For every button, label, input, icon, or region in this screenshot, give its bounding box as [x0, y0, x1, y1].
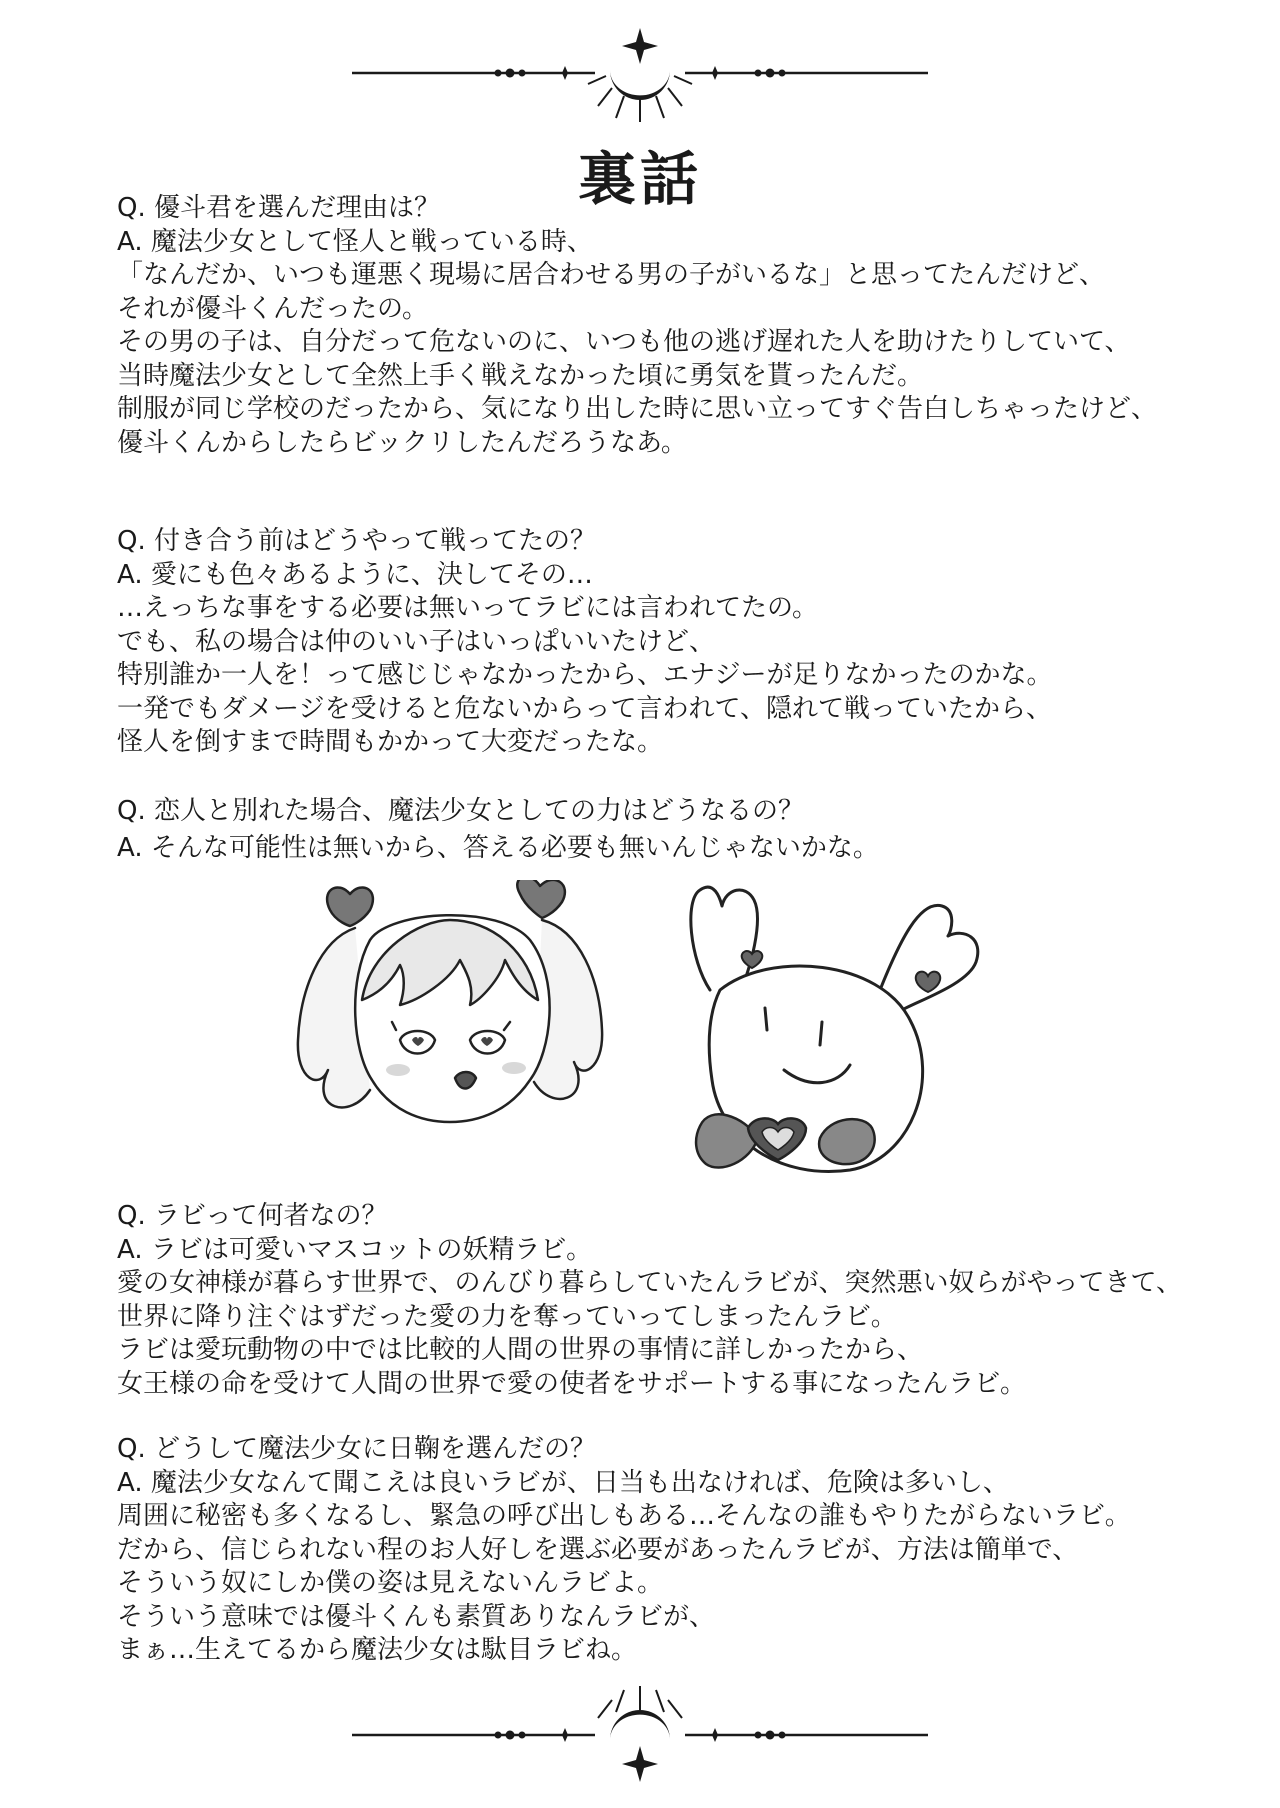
answer: [117, 226, 1197, 461]
answer-line: でも、私の場合は仲のいい子はいっぱいいたけど、: [117, 626, 716, 657]
answer-line: 世界に降り注ぐはずだった愛の力を奪っていってしまったんラビ。: [117, 1301, 897, 1332]
answer-line: 特別誰か一人を！って感じじゃなかったから、エナジーが足りなかったのかな。: [117, 660, 1053, 690]
answer-line: 一発でもダメージを受けると危ないからって言われて、隠れて戦っていたから、: [117, 693, 1052, 724]
qa-block: [117, 795, 1197, 865]
qa-block: [117, 192, 1197, 460]
answer-line: まぁ…生えてるから魔法少女は駄目ラビね。: [117, 1635, 638, 1665]
answer: [117, 1467, 1197, 1668]
answer-line: その男の子は、自分だって危ないのに、いつも他の逃げ遅れた人を助けたりしていて、: [117, 327, 1131, 357]
answer-line: A. そんな可能性は無いから、答える必要も無いんじゃないかな。: [117, 832, 879, 863]
answer-line: 「なんだか、いつも運悪く現場に居合わせる男の子がいるな」と思ってたんだけど、: [117, 260, 1106, 290]
qa-block: [117, 1433, 1197, 1668]
question: Q. 恋人と別れた場合、魔法少女としての力はどうなるの？: [117, 796, 804, 826]
answer-line: A. 愛にも色々あるように、決してその…: [117, 559, 593, 590]
answer-line: A. ラビは可愛いマスコットの妖精ラビ。: [117, 1234, 593, 1265]
answer-line: ラビは愛玩動物の中では比較的人間の世界の事情に詳しかったから、: [117, 1335, 924, 1365]
answer-line: 女王様の命を受けて人間の世界で愛の使者をサポートする事になったんラビ。: [117, 1368, 1026, 1399]
answer-line: A. 魔法少女なんて聞こえは良いラビが、日当も出なければ、危険は多いし、: [117, 1467, 1009, 1498]
answer: [117, 832, 1197, 866]
answer-line: 優斗くんからしたらビックリしたんだろうなあ。: [117, 427, 687, 458]
qa-block: [117, 1200, 1197, 1401]
answer-line: それが優斗くんだったの。: [117, 293, 428, 324]
question: Q. 付き合う前はどうやって戦ってたの？: [117, 526, 596, 556]
answer-line: 制服が同じ学校のだったから、気になり出した時に思い立ってすぐ告白しちゃったけど、: [117, 394, 1158, 424]
answer-line: だから、信じられない程のお人好しを選ぶ必要があったんラビが、方法は簡単で、: [117, 1534, 1079, 1565]
heroine-face-illustration: [280, 880, 650, 1170]
rabi-mascot-illustration: [680, 880, 1000, 1215]
question: Q. ラビって何者なの？: [117, 1201, 388, 1231]
answer-line: 周囲に秘密も多くなるし、緊急の呼び出しもある…そんなの誰もやりたがらないラビ。: [117, 1501, 1131, 1531]
answer-line: …えっちな事をする必要は無いってラビには言われてたの。: [117, 593, 818, 623]
answer: [117, 1234, 1197, 1402]
answer-line: 怪人を倒すまで時間もかかって大変だったな。: [117, 727, 664, 757]
bottom-moon-ornament: [340, 1680, 940, 1790]
answer-line: そういう意味では優斗くんも素質ありなんラビが、: [117, 1601, 716, 1632]
page-title: 裏話: [577, 145, 702, 213]
answer: [117, 559, 1197, 760]
answer-line: A. 魔法少女として怪人と戦っている時、: [117, 226, 593, 257]
question: Q. 優斗君を選んだ理由は？: [117, 193, 440, 223]
answer-line: 愛の女神様が暮らす世界で、のんびり暮らしていたんラビが、突然悪い奴らがやってきて、: [117, 1268, 1182, 1298]
answer-line: そういう奴にしか僕の姿は見えないんラビよ。: [117, 1568, 664, 1598]
answer-line: 当時魔法少女として全然上手く戦えなかった頃に勇気を貰ったんだ。: [117, 360, 924, 391]
qa-block: [117, 525, 1197, 760]
top-moon-ornament: [340, 18, 940, 128]
question: Q. どうして魔法少女に日鞠を選んだの？: [117, 1434, 596, 1464]
